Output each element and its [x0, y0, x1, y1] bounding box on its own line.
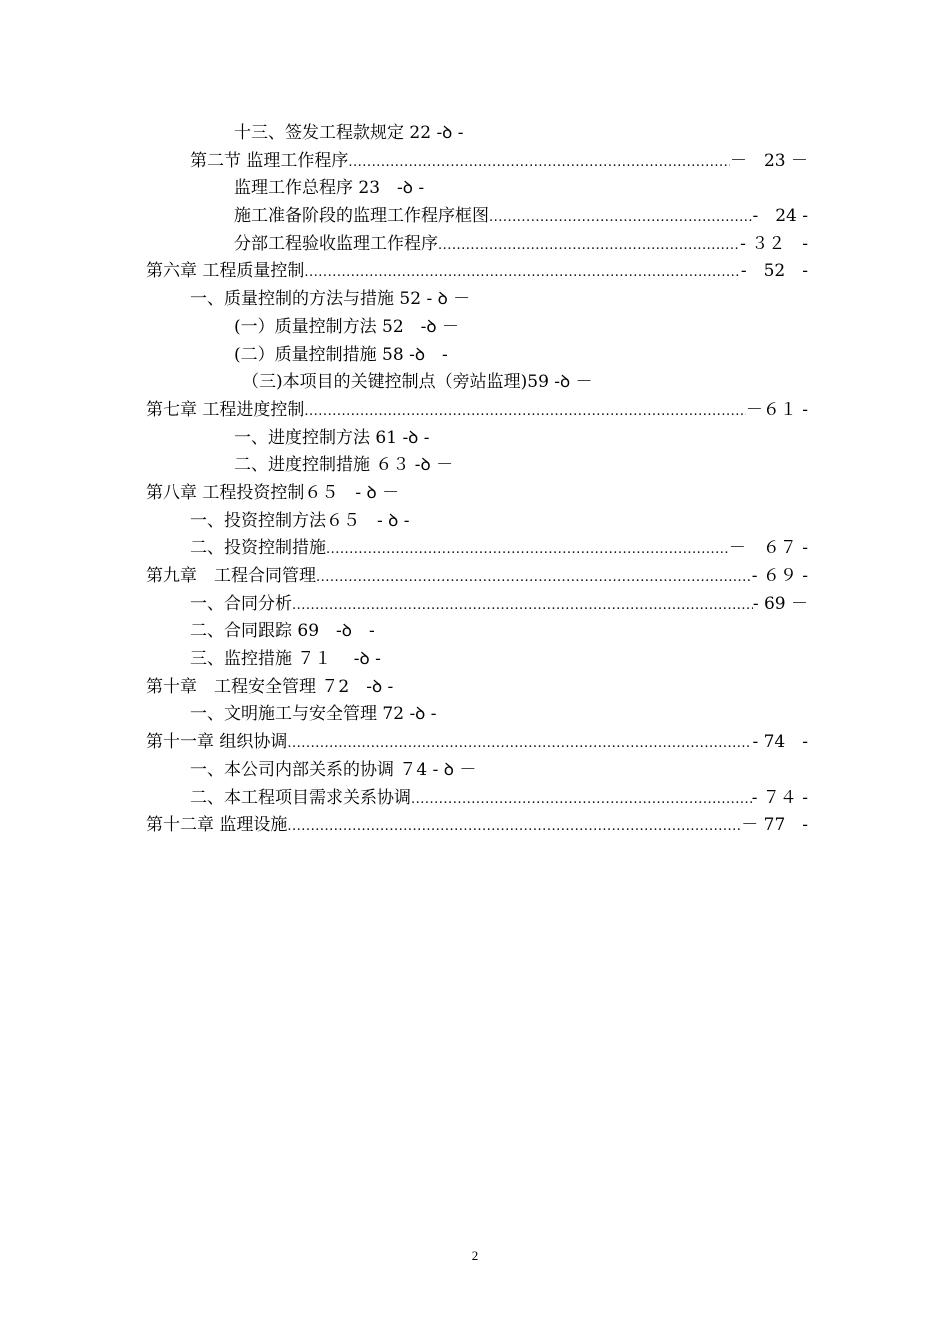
toc-entry[interactable] [146, 480, 808, 508]
toc-entry-page: - 74 - [752, 732, 808, 753]
toc-entry-title: 二、投资控制措施 [190, 538, 326, 559]
toc-leader-dots [316, 564, 752, 592]
toc-entry[interactable] [146, 314, 808, 342]
toc-entry-title: 一、质量控制的方法与措施 52 - ꝺ － [190, 289, 471, 310]
toc-entry[interactable] [146, 397, 808, 425]
toc-entry[interactable] [146, 591, 808, 619]
toc-entry-title: 第七章 工程进度控制 [146, 399, 305, 420]
toc-entry-title: 第十一章 组织协调 [146, 732, 288, 753]
toc-entry[interactable] [146, 120, 808, 148]
toc-entry-page: - ３２ - [740, 233, 808, 254]
toc-entry[interactable] [146, 785, 808, 813]
toc-entry[interactable] [146, 175, 808, 203]
toc-entry[interactable] [146, 646, 808, 674]
toc-entry[interactable] [146, 812, 808, 840]
toc-entry-title: 第八章 工程投资控制６５ - ꝺ － [146, 482, 400, 503]
toc-entry-title: 一、投资控制方法６５ - ꝺ - [190, 510, 410, 531]
toc-entry-title: 三、监控措施 ７１ -ꝺ - [190, 649, 381, 670]
toc-entry-title: （三)本项目的关键控制点（旁站监理)59 -ꝺ － [242, 372, 593, 393]
toc-entry-page: - ７４ - [751, 787, 808, 808]
toc-leader-dots [292, 592, 753, 620]
toc-entry-title: 一、进度控制方法 61 -ꝺ - [234, 427, 430, 448]
toc-entry[interactable] [146, 258, 808, 286]
toc-leader-dots [411, 786, 752, 814]
toc-leader-dots [304, 259, 740, 287]
toc-entry-title: 第二节 监理工作程序 [190, 150, 349, 171]
toc-entry[interactable] [146, 203, 808, 231]
toc-entry[interactable] [146, 618, 808, 646]
toc-entry[interactable] [146, 701, 808, 729]
toc-entry-title: (一）质量控制方法 52 -ꝺ － [234, 316, 459, 337]
toc-entry[interactable] [146, 452, 808, 480]
toc-entry-page: - 24 - [752, 206, 808, 227]
toc-entry[interactable] [146, 148, 808, 176]
toc-leader-dots [438, 232, 740, 260]
toc-entry[interactable] [146, 535, 808, 563]
toc-leader-dots [326, 536, 729, 564]
toc-entry-title: 一、文明施工与安全管理 72 -ꝺ - [190, 704, 437, 725]
page-number: 2 [471, 1248, 479, 1263]
toc-entry-title: 分部工程验收监理工作程序 [234, 233, 438, 254]
toc-entry-title: 第六章 工程质量控制 [146, 261, 305, 282]
toc-entry-title: 施工准备阶段的监理工作程序框图 [234, 206, 489, 227]
toc-entry-title: 二、本工程项目需求关系协调 [190, 787, 411, 808]
toc-entry[interactable] [146, 729, 808, 757]
toc-entry-page: －６１ - [745, 399, 808, 420]
toc-entry[interactable] [146, 425, 808, 453]
toc-entry-title: 一、合同分析 [190, 593, 292, 614]
toc-entry-page: － 23 － [729, 150, 808, 171]
toc-entry[interactable] [146, 369, 808, 397]
table-of-contents [146, 120, 808, 840]
toc-entry-title: (二）质量控制措施 58 -ꝺ - [234, 344, 448, 365]
toc-entry-page: － ６７ - [728, 538, 808, 559]
toc-entry-title: 第十二章 监理设施 [146, 815, 288, 836]
toc-entry-title: 监理工作总程序 23 -ꝺ - [234, 178, 425, 199]
toc-leader-dots [287, 730, 752, 758]
toc-entry[interactable] [146, 508, 808, 536]
toc-entry[interactable] [146, 286, 808, 314]
toc-entry-page: － 77 - [741, 815, 808, 836]
toc-leader-dots [304, 398, 745, 426]
toc-leader-dots [287, 813, 741, 841]
toc-entry-page: - 52 - [740, 261, 808, 282]
toc-entry-title: 十三、签发工程款规定 22 -ꝺ - [234, 123, 464, 143]
toc-entry-page: - 69 － [752, 593, 808, 614]
toc-entry[interactable] [146, 231, 808, 259]
toc-entry[interactable] [146, 674, 808, 702]
toc-entry-title: 二、进度控制措施 ６３ -ꝺ － [234, 455, 454, 476]
toc-entry[interactable] [146, 342, 808, 370]
toc-entry-title: 二、合同跟踪 69 -ꝺ - [190, 621, 375, 642]
toc-entry-title: 一、本公司内部关系的协调 ７4 - ꝺ － [190, 759, 477, 780]
toc-entry[interactable] [146, 563, 808, 591]
toc-entry[interactable] [146, 757, 808, 785]
toc-entry-title: 第十章 工程安全管理 ７2 -ꝺ - [146, 676, 394, 697]
toc-leader-dots [489, 204, 752, 232]
toc-entry-title: 第九章 工程合同管理 [146, 566, 316, 586]
toc-entry-page: - ６９ - [751, 566, 808, 586]
toc-leader-dots [348, 149, 730, 177]
